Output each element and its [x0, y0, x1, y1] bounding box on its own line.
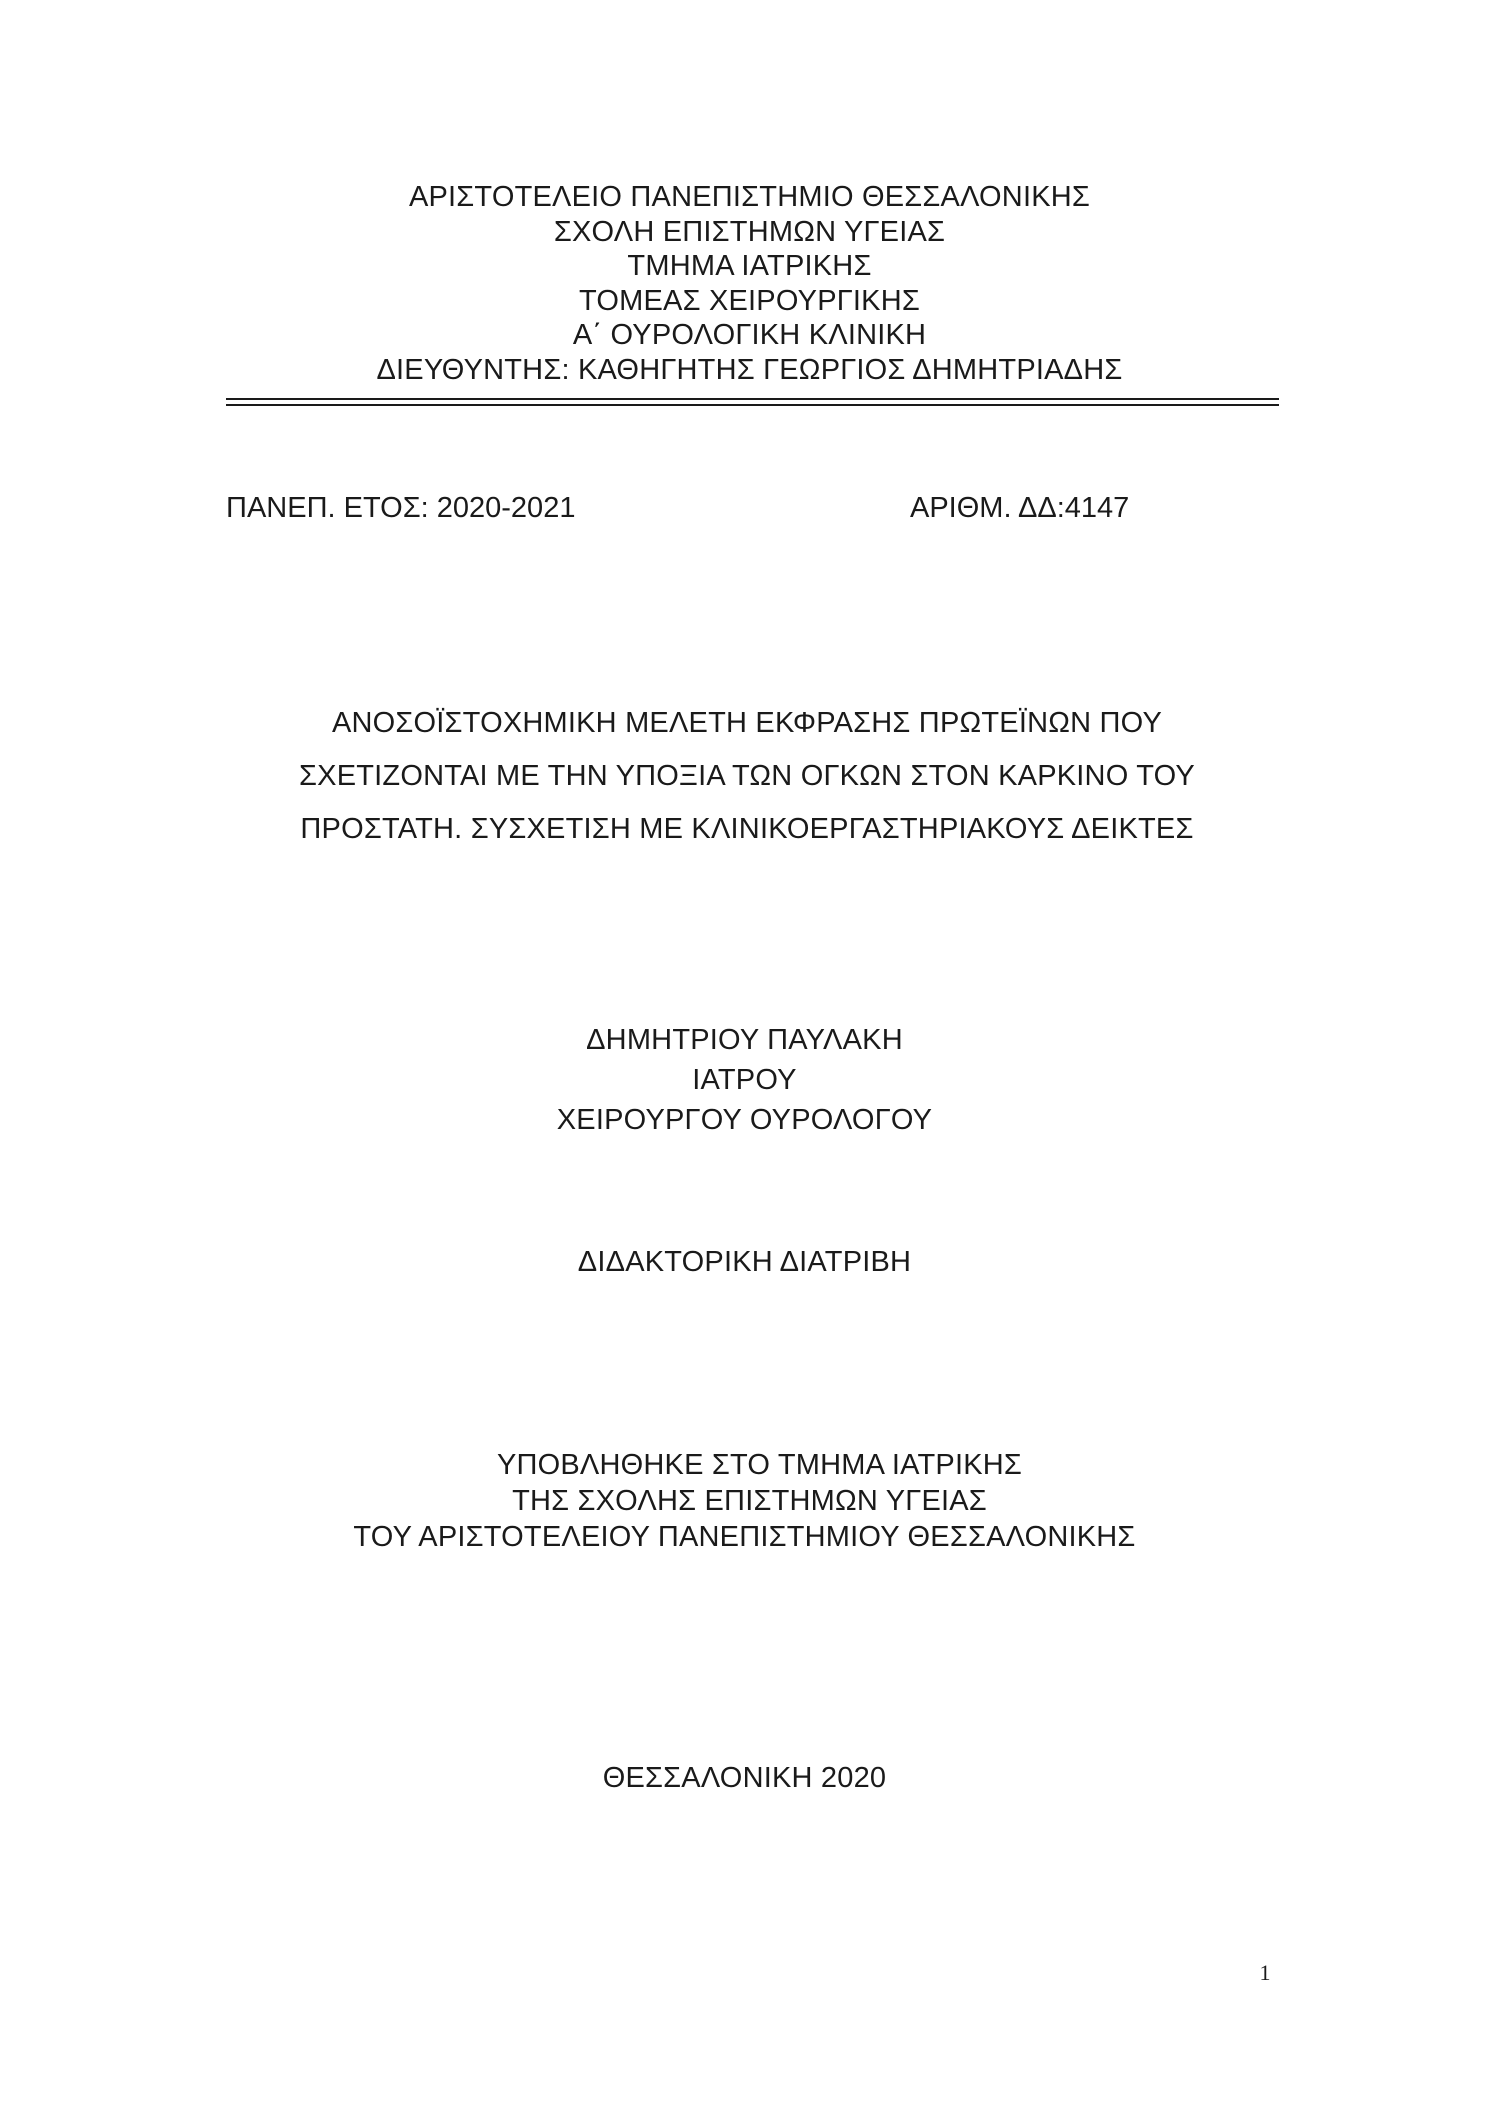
thesis-title [0, 697, 1489, 856]
place-and-year: ΘΕΣΣΑΛΟΝΙΚΗ 2020 [602, 1762, 887, 1794]
submission-line: ΤΟΥ ΑΡΙΣΤΟΤΕΛΕΙΟΥ ΠΑΝΕΠΙΣΤΗΜΙΟΥ ΘΕΣΣΑΛΟΝΙΚΗΣ [353, 1521, 1136, 1553]
doctoral-number: ΑΡΙΘΜ. ΔΔ:4147 [910, 492, 1130, 524]
institution-header [0, 180, 1489, 387]
author-name: ΔΗΜΗΤΡΙΟΥ ΠΑΥΛΑΚΗ [586, 1024, 903, 1056]
submission-statement [0, 1447, 1489, 1555]
academic-year: ΠΑΝΕΠ. ΕΤΟΣ: 2020-2021 [226, 492, 576, 524]
author-role: ΙΑΤΡΟΥ [692, 1064, 797, 1096]
sector-name: ΤΟΜΕΑΣ ΧΕΙΡΟΥΡΓΙΚΗΣ [578, 284, 920, 317]
department-name: ΤΜΗΜΑ ΙΑΤΡΙΚΗΣ [627, 250, 872, 282]
thesis-title-line: ΠΡΟΣΤΑΤΗ. ΣΥΣΧΕΤΙΣΗ ΜΕ ΚΛΙΝΙΚΟΕΡΓΑΣΤΗΡΙΑΚΟΥΣ ΔΕΙΚΤΕΣ [300, 813, 1194, 845]
submission-line: ΥΠΟΒΛΗΘΗΚΕ ΣΤΟ ΤΜΗΜΑ ΙΑΤΡΙΚΗΣ [496, 1449, 1023, 1481]
header-divider-top [226, 398, 1279, 400]
university-name: ΑΡΙΣΤΟΤΕΛΕΙΟ ΠΑΝΕΠΙΣΤΗΜΙΟ ΘΕΣΣΑΛΟΝΙΚΗΣ [408, 181, 1091, 213]
author-specialty: ΧΕΙΡΟΥΡΓΟΥ ΟΥΡΟΛΟΓΟΥ [556, 1104, 933, 1136]
thesis-title-line: ΑΝΟΣΟΪΣΤΟΧΗΜΙΚΗ ΜΕΛΕΤΗ ΕΚΦΡΑΣΗΣ ΠΡΩΤΕΪΝΩΝ ΠΟΥ [331, 707, 1163, 739]
thesis-title-line: ΣΧΕΤΙΖΟΝΤΑΙ ΜΕ ΤΗΝ ΥΠΟΞΙΑ ΤΩΝ ΟΓΚΩΝ ΣΤΟΝ ΚΑΡΚΙΝΟ ΤΟΥ [299, 760, 1195, 792]
submission-line: ΤΗΣ ΣΧΟΛΗΣ ΕΠΙΣΤΗΜΩΝ ΥΓΕΙΑΣ [512, 1485, 987, 1517]
clinic-name: Α΄ ΟΥΡΟΛΟΓΙΚΗ ΚΛΙΝΙΚΗ [572, 319, 927, 351]
thesis-type: ΔΙΔΑΚΤΟΡΙΚΗ ΔΙΑΤΡΙΒΗ [577, 1246, 912, 1278]
author-block [0, 1020, 1489, 1140]
header-divider-bottom [226, 404, 1279, 406]
page-number: 1 [1259, 1960, 1271, 1985]
school-name: ΣΧΟΛΗ ΕΠΙΣΤΗΜΩΝ ΥΓΕΙΑΣ [553, 215, 946, 248]
clinic-director: ΔΙΕΥΘΥΝΤΗΣ: ΚΑΘΗΓΗΤΗΣ ΓΕΩΡΓΙΟΣ ΔΗΜΗΤΡΙΑΔΗΣ [376, 353, 1123, 386]
